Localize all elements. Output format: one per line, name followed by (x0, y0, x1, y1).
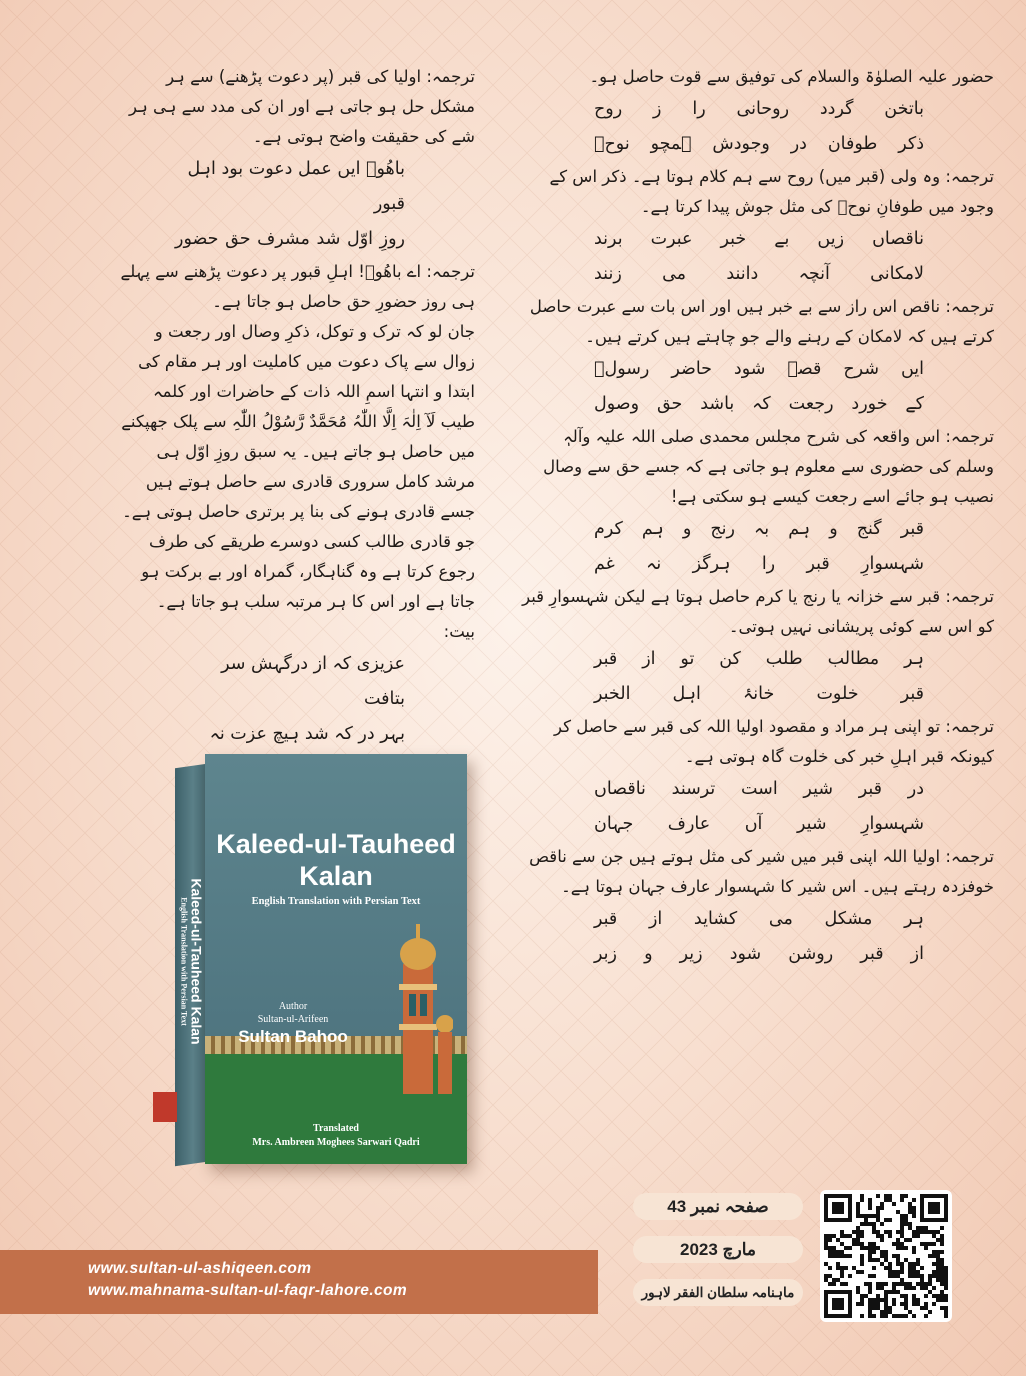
book-cover (205, 754, 467, 1164)
qr-code-icon (824, 1194, 948, 1318)
verse-line: در قبر شیر است ترسند ناقصاں (594, 779, 924, 799)
book-image (175, 754, 475, 1174)
verse-line: عزیزی کہ از درگہش سر بتافت (221, 654, 405, 709)
verse-line: ہر مشکل می کشاید از قبر (594, 909, 924, 929)
prose-paragraph: ترجمہ: وہ ولی (قبر میں) روح سے ہم کلام ہوتا ہے۔ ذکر اس کے وجود میں طوفانِ نوحؑ کی مثل جوش پیدا کرتا ہے۔ (549, 167, 994, 216)
spine-subtitle: English Translation with Persian Text (179, 897, 189, 1026)
prose-paragraph: ترجمہ: قبر سے خزانہ یا رنج یا کرم حاصل ہوتا ہے لیکن شہسوارِ قبر کو اس سے کوئی پریشانی نہیں ہوتی۔ (522, 587, 994, 636)
verse-line: ذکر طوفان در وجودش ہمچو نوحؑ (594, 134, 924, 154)
prose-paragraph: ترجمہ: اولیا اللہ اپنی قبر میں شیر کی مثل ہوتے ہیں جن سے ناقص خوفزدہ رہتے ہیں۔ اس شیر کا شہسوار عارف جہان ہوتا ہے۔ (529, 847, 994, 896)
verse-line: شہسوارِ شیر آں عارف جہان (594, 814, 924, 834)
book-translator-block (205, 1122, 467, 1150)
website-link-1[interactable]: www.sultan-ul-ashiqeen.com (88, 1260, 312, 1277)
book-title-line1: Kaleed-ul-Tauheed (216, 829, 456, 859)
verse-line: ناقصاں زیں بے خبر عبرت برند (594, 229, 924, 249)
website-link-2[interactable]: www.mahnama-sultan-ul-faqr-lahore.com (88, 1282, 408, 1299)
verse-line: ایں شرح قصہ شود حاضر رسولؐ (594, 359, 924, 379)
spine-text (180, 847, 205, 1077)
book-title-line2: Kalan (299, 861, 373, 891)
issue-date-badge: مارچ 2023 (633, 1236, 803, 1263)
right-column (522, 62, 994, 972)
page-number-badge: صفحہ نمبر 43 (633, 1193, 803, 1220)
book-subtitle: English Translation with Persian Text (251, 896, 421, 907)
publisher-logo (153, 1092, 177, 1122)
translated-label: Translated (313, 1123, 359, 1134)
verse-line: قبر گنج و ہم بہ رنج و ہم کرم (594, 519, 924, 539)
verse-line: بہر در کہ شد ہیچ عزت نہ (209, 724, 405, 744)
minaret-icon (383, 904, 453, 1094)
magazine-name-badge: ماہنامہ سلطان الفقر لاہور (633, 1279, 803, 1306)
prose-paragraph: ترجمہ: اے باھُوؒ! اہلِ قبور پر دعوت پڑھنے سے پہلے ہی روز حضورِ حق حاصل ہو جاتا ہے۔ (120, 262, 475, 311)
verse-line: لامکانی آنچہ دانند می زنند (594, 264, 924, 284)
verse-line: روزِ اوّل شد مشرف حق حضور (175, 229, 405, 249)
prose-paragraph: بیت: (443, 622, 475, 641)
prose-paragraph: ترجمہ: اولیا کی قبر (پر دعوت پڑھنے) سے ہر مشکل حل ہو جاتی ہے اور ان کی مدد سے ہی ہر شے کی حقیقت واضح ہوتی ہے۔ (128, 67, 475, 146)
verse-line: ہر مطالب طلب کن تو از قبر (594, 649, 924, 669)
verse-line: از قبر روشن شود زیر و زبر (594, 944, 924, 964)
prose-paragraph: حضور علیہ الصلوٰۃ والسلام کی توفیق سے قوت حاصل ہو۔ (589, 67, 994, 86)
footer-bar (0, 1250, 598, 1314)
prose-paragraph: ترجمہ: اس واقعہ کی شرح مجلس محمدی صلی اللہ علیہ وآلہٖ وسلم کی حضوری سے معلوم ہو جاتی ہے کہ جسے حق سے وصال نصیب ہو جائے اسے رجعت کیسے ہو سکتی ہے! (543, 427, 994, 506)
author-label: Author (278, 1001, 308, 1012)
verse-line: شہسوارِ قبر را ہرگز نہ غم (594, 554, 924, 574)
prose-paragraph: جان لو کہ ترک و توکل، ذکرِ وصال اور رجعت و زوال سے پاک دعوت میں کاملیت اور ہر مقام کی ابتدا و انتہا اسمِ اللہ ذات کے حاضرات اور کلمہ طیب لَآ اِلٰہَ اِلَّا اللّٰہُ مُحَمَّدٌ رَّسُوْلُ اللّٰہِ سے پلک جھپکنے میں حاصل ہو جاتے ہیں۔ یہ سبق روزِ اوّل ہی مرشد کامل سروری قادری سے حاصل ہوتے ہیں جسے قادری ہونے کی بنا پر برتری حاصل ہوتی ہے۔ جو قادری طالب کسی دوسرے طریقے کی طرف رجوع کرتا ہے وہ گناہگار، گمراہ اور بے برکت ہو جاتا ہے اور اس کا ہر مرتبہ سلب ہو جاتا ہے۔ (121, 322, 475, 611)
prose-paragraph: ترجمہ: تو اپنی ہر مراد و مقصود اولیا اللہ کی قبر سے حاصل کر کیونکہ قبر اہلِ خبر کی خلوت گاہ ہوتی ہے۔ (554, 717, 994, 766)
verse-line: قبر خلوت خانۂ اہل الخبر (594, 684, 924, 704)
translator-name: Mrs. Ambreen Moghees Sarwari Qadri (252, 1137, 420, 1148)
verse-line: کے خورد رجعت کہ باشد حق وصول (594, 394, 924, 414)
verse-line: باھُوؒ ایں عمل دعوت بود اہل قبور (187, 159, 405, 214)
qr-code[interactable] (820, 1190, 952, 1322)
prose-paragraph: ترجمہ: ناقص اس راز سے بے خبر ہیں اور اس بات سے عبرت حاصل کرتے ہیں کہ لامکان کے رہنے والے جو چاہتے ہیں کرتے ہیں۔ (529, 297, 994, 346)
left-column (120, 62, 475, 787)
verse-line: باتخن گردد روحانی را ز روح (594, 99, 924, 119)
author-name: Sultan Bahoo (238, 1027, 348, 1046)
book-author-block (223, 1000, 363, 1048)
author-title: Sultan-ul-Arifeen (257, 1014, 329, 1025)
spine-title: Kaleed-ul-Tauheed Kalan (188, 878, 205, 1045)
book-title (205, 828, 467, 892)
